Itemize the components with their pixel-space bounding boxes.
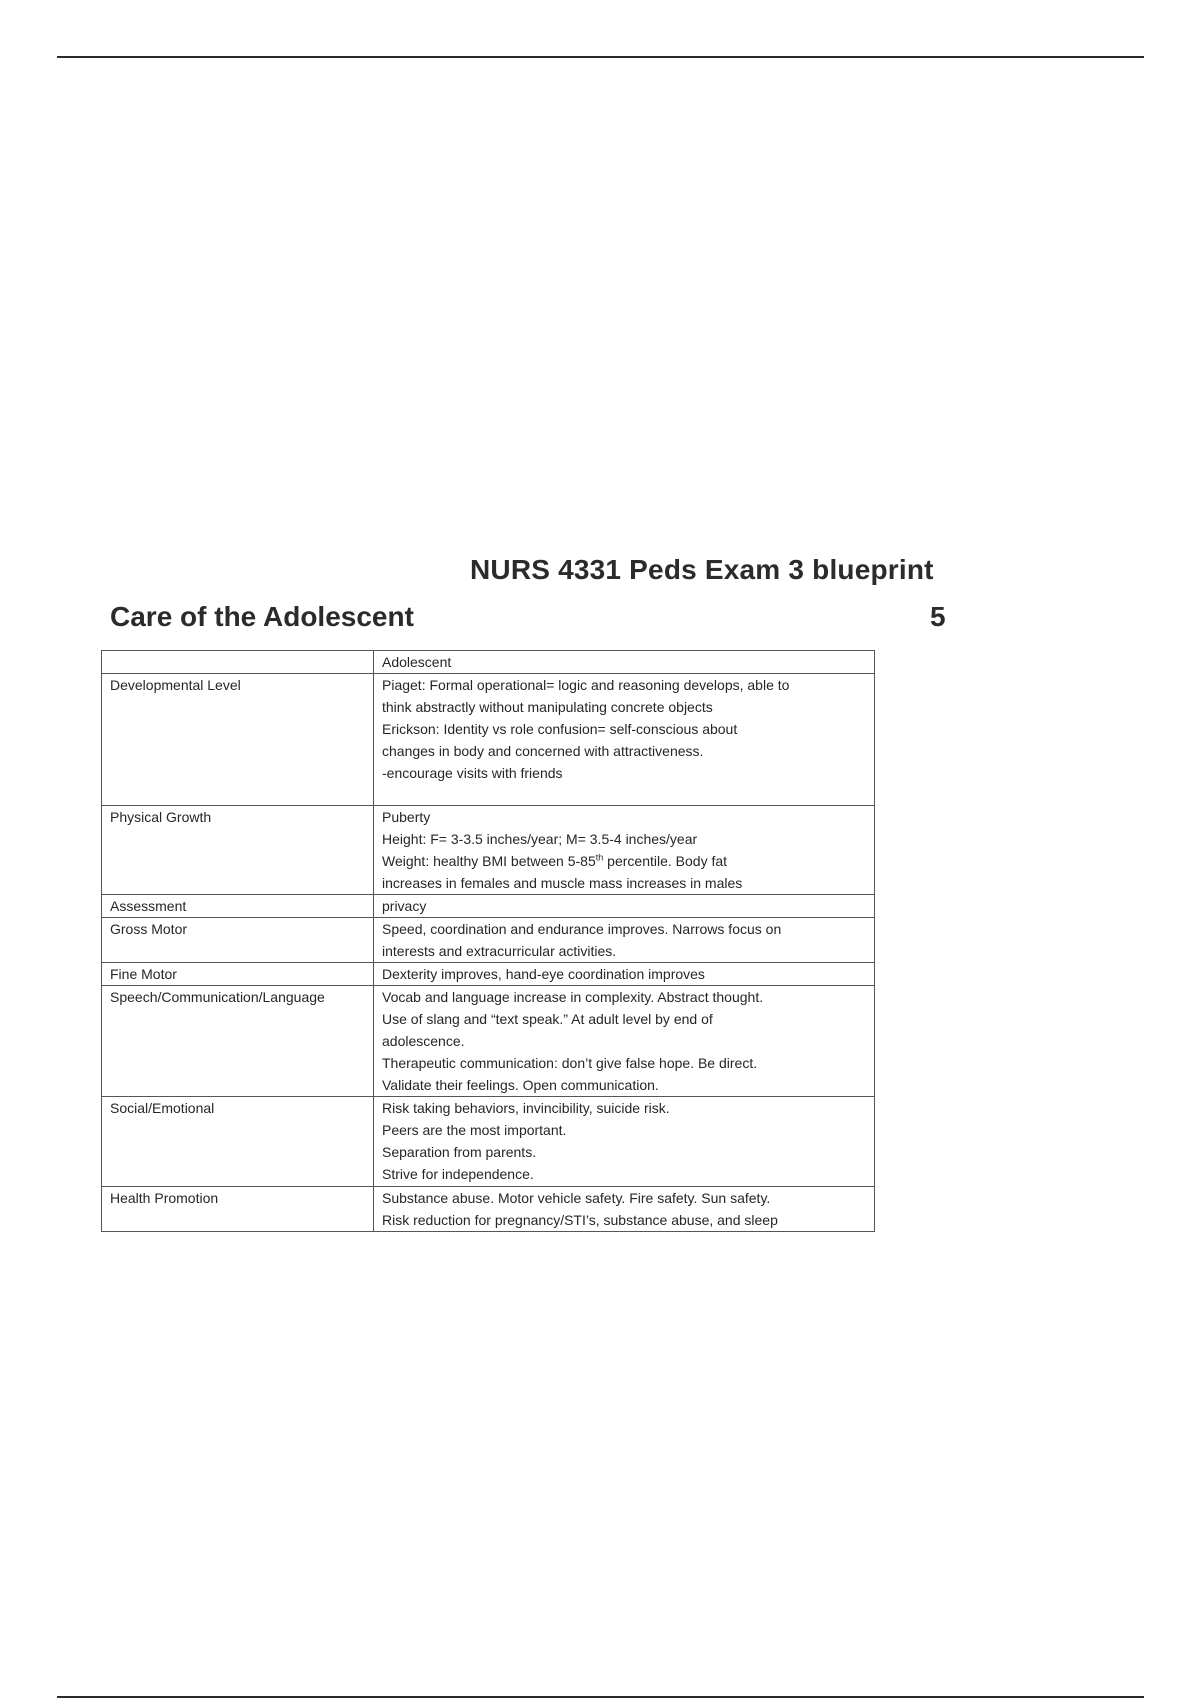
content-line: Puberty (382, 809, 431, 825)
row-content (374, 986, 875, 1097)
row-label: Assessment (102, 895, 374, 918)
table-header-row (102, 651, 875, 674)
row-label: Health Promotion (102, 1187, 374, 1232)
weight-text-tail: percentile. Body fat (603, 853, 728, 869)
row-content (374, 963, 875, 986)
table-row-physical-growth (102, 806, 875, 895)
content-line: Peers are the most important. (382, 1122, 567, 1138)
content-line: Piaget: Formal operational= logic and reasoning develops, able to (382, 677, 790, 693)
content-line: Substance abuse. Motor vehicle safety. Fire safety. Sun safety. (382, 1190, 771, 1206)
row-content (374, 1097, 875, 1187)
document-title: NURS 4331 Peds Exam 3 blueprint (470, 554, 934, 585)
content-line: Vocab and language increase in complexity. Abstract thought. (382, 989, 764, 1005)
content-line: adolescence. (382, 1033, 465, 1049)
row-content (374, 674, 875, 806)
content-line: Speed, coordination and endurance improves. Narrows focus on (382, 921, 782, 937)
row-content (374, 918, 875, 963)
top-rule (57, 56, 1144, 58)
content-line-weight (382, 850, 866, 872)
content-line: increases in females and muscle mass increases in males (382, 875, 743, 891)
content-line: Use of slang and “text speak.” At adult level by end of (382, 1011, 713, 1027)
table-row-fine-motor (102, 963, 875, 986)
content-line: Strive for independence. (382, 1166, 534, 1182)
content-line: interests and extracurricular activities. (382, 943, 617, 959)
table-row-gross-motor (102, 918, 875, 963)
table-row-social-emotional (102, 1097, 875, 1187)
content-line: -encourage visits with friends (382, 765, 563, 781)
content-line: Risk taking behaviors, invincibility, suicide risk. (382, 1100, 670, 1116)
content-line: Separation from parents. (382, 1144, 537, 1160)
content-line: changes in body and concerned with attractiveness. (382, 743, 704, 759)
row-label: Developmental Level (102, 674, 374, 806)
row-label: Fine Motor (102, 963, 374, 986)
table-row-speech-communication-language (102, 986, 875, 1097)
content-line: privacy (382, 898, 427, 914)
content-line: Validate their feelings. Open communication. (382, 1077, 659, 1093)
table-row-health-promotion (102, 1187, 875, 1232)
table-row-developmental-level (102, 674, 875, 806)
blueprint-table (101, 650, 875, 1232)
row-label: Physical Growth (102, 806, 374, 895)
content-line: Erickson: Identity vs role confusion= self-conscious about (382, 721, 738, 737)
row-content (374, 806, 875, 895)
ordinal-suffix: th (595, 852, 604, 863)
content-line: Dexterity improves, hand-eye coordination improves (382, 966, 705, 982)
content-line: think abstractly without manipulating concrete objects (382, 699, 713, 715)
row-content (374, 895, 875, 918)
header-cell-empty (102, 651, 374, 674)
section-title: Care of the Adolescent (110, 601, 414, 632)
row-content (374, 1187, 875, 1232)
header-cell-adolescent: Adolescent (374, 651, 875, 674)
content-line: Risk reduction for pregnancy/STI’s, substance abuse, and sleep (382, 1212, 778, 1228)
content-line: Height: F= 3-3.5 inches/year; M= 3.5-4 inches/year (382, 831, 698, 847)
row-label: Speech/Communication/Language (102, 986, 374, 1097)
table-row-assessment (102, 895, 875, 918)
bottom-rule (57, 1696, 1144, 1698)
section-number: 5 (930, 601, 946, 632)
content-line: Therapeutic communication: don’t give false hope. Be direct. (382, 1055, 758, 1071)
row-label: Gross Motor (102, 918, 374, 963)
weight-text: Weight: healthy BMI between 5-85 (382, 853, 596, 869)
row-label: Social/Emotional (102, 1097, 374, 1187)
